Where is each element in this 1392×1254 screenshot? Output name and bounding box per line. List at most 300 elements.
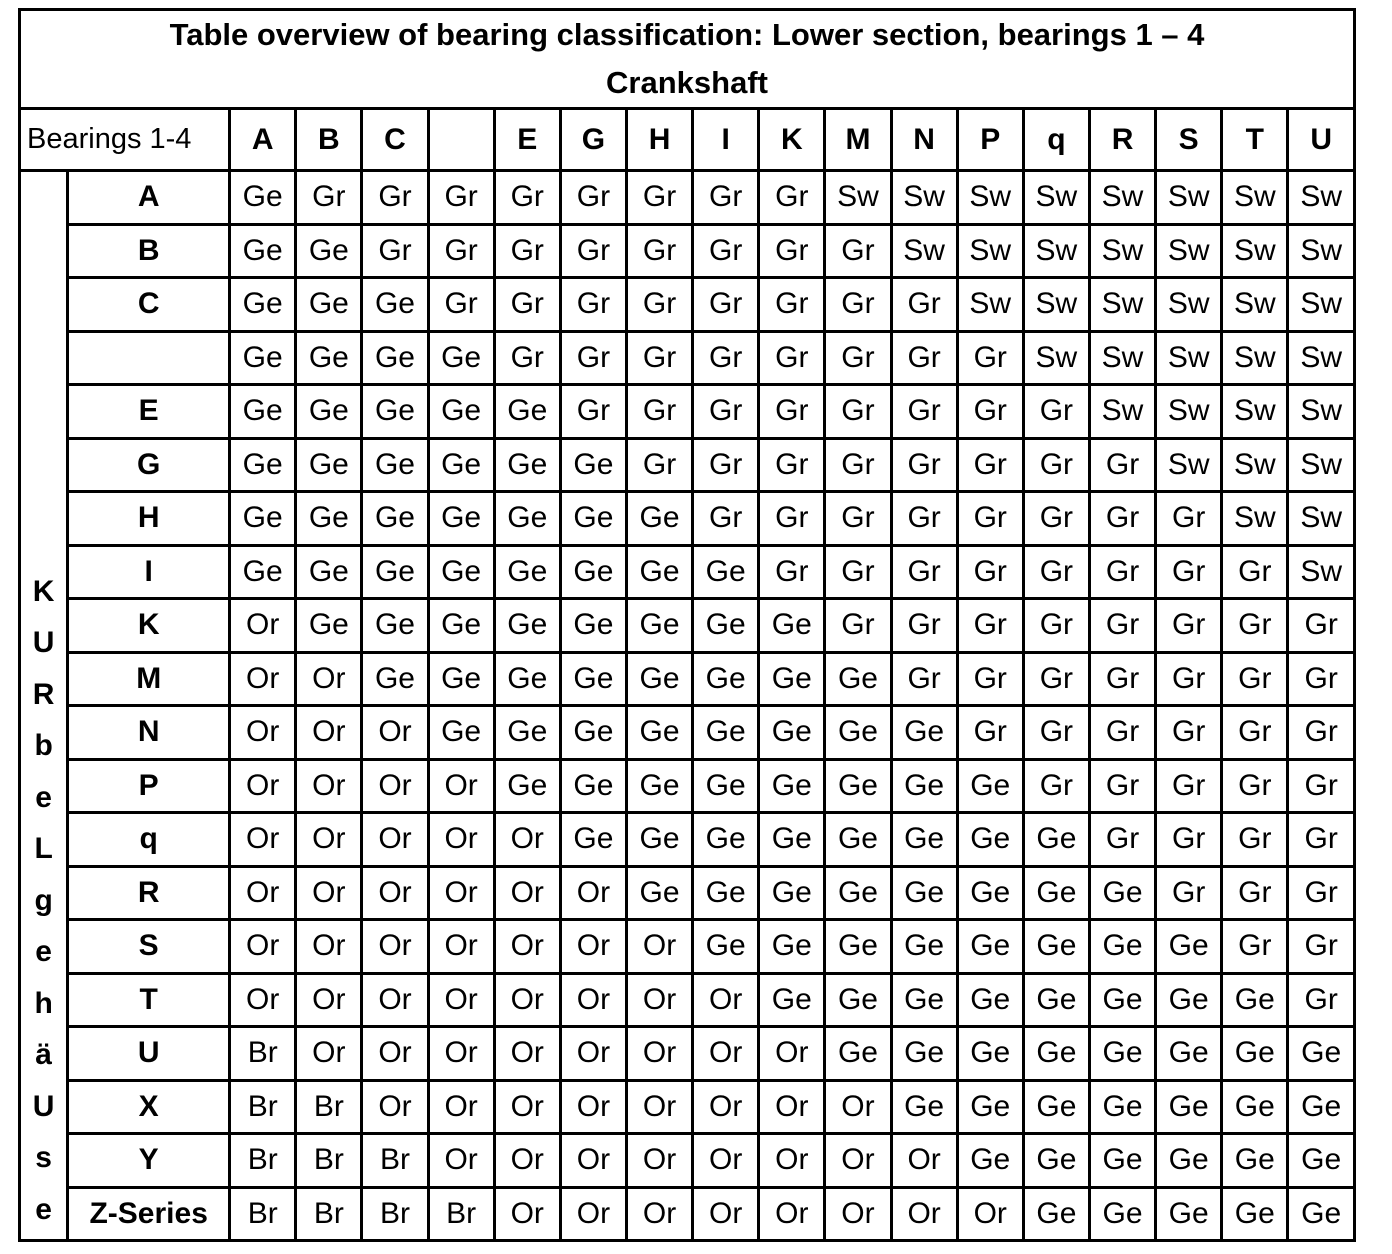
table-cell: Ge [626,599,692,653]
table-cell: Gr [693,492,759,546]
table-cell: Or [759,1134,825,1188]
table-cell: Sw [1089,385,1155,439]
table-cell: Gr [1156,652,1222,706]
table-cell: Ge [957,866,1023,920]
table-cell: Gr [693,171,759,225]
table-cell: Ge [759,759,825,813]
table-cell: Or [362,759,428,813]
table-cell: Gr [693,278,759,332]
table-cell: Ge [1156,1080,1222,1134]
table-cell: Gr [759,331,825,385]
table-cell: Or [296,652,362,706]
table-cell: Ge [891,813,957,867]
table-cell: Gr [825,331,891,385]
table-cell: Ge [626,759,692,813]
table-cell: Br [296,1080,362,1134]
table-cell: Gr [1222,866,1288,920]
table-cell: Gr [626,385,692,439]
table-cell: Sw [825,171,891,225]
table-cell: Ge [693,920,759,974]
table-cell: Sw [1089,278,1155,332]
table-cell: Gr [626,278,692,332]
column-header: R [1089,109,1155,171]
table-cell: Gr [957,438,1023,492]
table-cell: Ge [230,438,296,492]
table-cell: Sw [1288,331,1355,385]
table-cell: Or [296,706,362,760]
table-cell: Gr [494,331,560,385]
table-cell: Ge [494,438,560,492]
table-cell: Ge [1222,1027,1288,1081]
table-cell: Ge [1288,1080,1355,1134]
table-cell: Sw [1288,438,1355,492]
table-cell: Ge [1222,973,1288,1027]
table-cell: Gr [1023,438,1089,492]
table-cell: Ge [494,759,560,813]
table-cell: Gr [891,278,957,332]
table-cell: Ge [693,866,759,920]
side-label-letter: K [32,574,55,608]
table-row [20,1134,1355,1188]
table-cell: Ge [825,706,891,760]
table-cell: Ge [560,599,626,653]
table-cell: Ge [296,385,362,439]
table-cell: Ge [1222,1080,1288,1134]
table-cell: Ge [825,652,891,706]
table-cell: Gr [891,652,957,706]
table-cell: Sw [1156,331,1222,385]
table-cell: Or [296,866,362,920]
table-cell: Sw [957,224,1023,278]
table-row [20,492,1355,546]
table-cell: Ge [957,759,1023,813]
table-cell: Or [494,1027,560,1081]
row-header: E [68,385,230,439]
table-cell: Gr [1089,545,1155,599]
table-cell: Ge [759,973,825,1027]
table-cell: Or [230,759,296,813]
table-cell: Or [560,866,626,920]
table-cell: Or [560,920,626,974]
bearing-table-container [18,8,1356,1240]
table-row [20,759,1355,813]
table-cell: Ge [891,706,957,760]
table-cell: Gr [1089,813,1155,867]
table-cell: Gr [1089,599,1155,653]
table-cell: Sw [1023,331,1089,385]
table-cell: Gr [759,545,825,599]
table-cell: Ge [296,545,362,599]
table-cell: Gr [1222,920,1288,974]
side-label-letter: L [34,832,53,865]
table-cell: Gr [428,278,494,332]
row-header [68,331,230,385]
table-cell: Gr [560,331,626,385]
table-cell: Ge [362,278,428,332]
table-cell: Gr [1023,652,1089,706]
table-cell: Sw [1023,278,1089,332]
table-cell: Ge [560,492,626,546]
table-cell: Ge [891,1080,957,1134]
table-cell: Sw [1288,492,1355,546]
table-row [20,385,1355,439]
table-cell: Or [626,973,692,1027]
table-cell: Gr [494,224,560,278]
table-cell: Ge [362,492,428,546]
row-header: Z-Series [68,1187,230,1241]
table-cell: Ge [1288,1187,1355,1241]
table-cell: Or [693,1134,759,1188]
bearing-classification-table [18,8,1356,1242]
row-header: T [68,973,230,1027]
table-cell: Gr [891,438,957,492]
table-cell: Or [494,866,560,920]
table-cell: Ge [825,973,891,1027]
table-cell: Or [825,1134,891,1188]
table-cell: Br [230,1080,296,1134]
table-cell: Gr [891,545,957,599]
table-cell: Or [494,813,560,867]
table-cell: Or [626,1080,692,1134]
table-cell: Ge [428,385,494,439]
table-cell: Ge [891,1027,957,1081]
column-header: P [957,109,1023,171]
table-cell: Gr [1089,492,1155,546]
table-cell: Gr [825,492,891,546]
row-header: G [68,438,230,492]
table-cell: Ge [1156,1134,1222,1188]
table-cell: Or [428,1080,494,1134]
side-label-letter: e [35,1192,52,1226]
side-label-letter: U [32,1089,55,1123]
table-cell: Or [428,759,494,813]
table-cell: Gr [1023,492,1089,546]
table-cell: Ge [626,813,692,867]
table-cell: Sw [1023,224,1089,278]
column-header: C [362,109,428,171]
table-cell: Br [362,1187,428,1241]
table-title-line-2: Crankshaft [606,65,768,100]
table-cell: Ge [1089,1134,1155,1188]
table-cell: Gr [759,224,825,278]
table-cell: Ge [296,331,362,385]
table-cell: Sw [957,278,1023,332]
table-cell: Ge [494,599,560,653]
table-cell: Ge [1023,813,1089,867]
table-cell: Br [230,1187,296,1241]
table-cell: Ge [494,706,560,760]
row-header: H [68,492,230,546]
table-cell: Gr [1089,759,1155,813]
table-row [20,706,1355,760]
table-cell: Ge [1023,920,1089,974]
table-cell: Br [230,1134,296,1188]
table-cell: Sw [1222,385,1288,439]
table-cell: Gr [825,599,891,653]
table-cell: Gr [759,278,825,332]
table-cell: Gr [1288,652,1355,706]
table-cell: Ge [693,759,759,813]
table-cell: Gr [428,171,494,225]
table-cell: Ge [1089,1080,1155,1134]
table-cell: Or [428,1134,494,1188]
table-cell: Or [428,813,494,867]
table-cell: Sw [1156,224,1222,278]
table-cell: Ge [296,224,362,278]
table-cell: Ge [693,706,759,760]
table-cell: Gr [1288,920,1355,974]
table-cell: Ge [428,706,494,760]
table-cell: Ge [362,545,428,599]
table-cell: Or [957,1187,1023,1241]
table-cell: Ge [494,385,560,439]
table-row [20,1187,1355,1241]
table-cell: Ge [957,1080,1023,1134]
table-cell: Or [560,1027,626,1081]
table-cell: Sw [1089,224,1155,278]
table-cell: Ge [230,278,296,332]
table-cell: Gr [1222,599,1288,653]
table-cell: Ge [1089,1027,1155,1081]
table-cell: Or [693,1080,759,1134]
table-cell: Ge [494,492,560,546]
row-header: q [68,813,230,867]
table-cell: Gr [759,385,825,439]
table-cell: Or [494,920,560,974]
row-header: X [68,1080,230,1134]
table-cell: Sw [1222,224,1288,278]
corner-label: Bearings 1-4 [20,109,230,171]
table-cell: Or [230,813,296,867]
table-cell: Ge [428,545,494,599]
table-cell: Sw [1288,171,1355,225]
table-cell: Or [362,973,428,1027]
row-header: P [68,759,230,813]
table-cell: Or [362,813,428,867]
table-cell: Sw [1288,224,1355,278]
table-title-line-1: Table overview of bearing classification: Lower section, bearings 1 – 4 [169,17,1205,52]
table-cell: Ge [1089,866,1155,920]
table-cell: Gr [1222,759,1288,813]
table-cell: Ge [428,331,494,385]
table-cell: Br [362,1134,428,1188]
column-header: B [296,109,362,171]
table-cell: Ge [957,1027,1023,1081]
row-header: R [68,866,230,920]
table-cell: Br [230,1027,296,1081]
table-cell: Ge [1156,973,1222,1027]
table-cell: Or [693,973,759,1027]
table-cell: Gr [626,171,692,225]
table-cell: Ge [759,599,825,653]
column-header: M [825,109,891,171]
table-cell: Ge [1023,1187,1089,1241]
table-cell: Gr [891,599,957,653]
table-cell: Gr [1156,813,1222,867]
table-cell: Or [230,973,296,1027]
table-cell: Gr [693,331,759,385]
table-cell: Ge [759,652,825,706]
table-cell: Or [428,1027,494,1081]
table-cell: Ge [362,652,428,706]
table-cell: Ge [296,599,362,653]
table-cell: Gr [1023,385,1089,439]
table-row [20,278,1355,332]
table-cell: Ge [428,652,494,706]
table-row [20,171,1355,225]
table-cell: Ge [560,706,626,760]
table-cell: Or [230,920,296,974]
table-cell: Or [296,973,362,1027]
table-cell: Sw [1222,171,1288,225]
table-row [20,331,1355,385]
table-cell: Ge [296,278,362,332]
table-cell: Or [230,866,296,920]
table-cell: Sw [1222,331,1288,385]
row-header: A [68,171,230,225]
column-header: N [891,109,957,171]
row-header: C [68,278,230,332]
table-cell: Ge [957,973,1023,1027]
side-label-letter: h [34,986,53,1020]
table-cell: Ge [759,813,825,867]
table-cell: Or [494,973,560,1027]
table-cell: Ge [560,813,626,867]
table-cell: Gr [494,171,560,225]
table-cell: Ge [1089,920,1155,974]
table-cell: Ge [230,545,296,599]
table-cell: Or [494,1134,560,1188]
table-cell: Gr [693,224,759,278]
table-cell: Or [825,1080,891,1134]
table-cell: Gr [1288,706,1355,760]
table-cell: Or [693,1027,759,1081]
table-cell: Ge [1023,1027,1089,1081]
table-cell: Ge [296,438,362,492]
row-header: N [68,706,230,760]
table-row [20,438,1355,492]
side-label-letter: U [32,626,55,659]
table-cell: Br [428,1187,494,1241]
column-header: T [1222,109,1288,171]
table-cell: Gr [957,385,1023,439]
row-header: M [68,652,230,706]
table-cell: Or [825,1187,891,1241]
table-cell: Or [560,1187,626,1241]
side-label-letter: e [35,780,52,814]
table-cell: Gr [1156,599,1222,653]
table-cell: Or [560,1080,626,1134]
column-header [428,109,494,171]
table-cell: Ge [362,331,428,385]
table-cell: Gr [1222,706,1288,760]
column-header: q [1023,109,1089,171]
table-row [20,652,1355,706]
table-cell: Or [428,973,494,1027]
table-cell: Ge [626,866,692,920]
table-cell: Or [626,1134,692,1188]
table-cell: Ge [1222,1187,1288,1241]
row-header: S [68,920,230,974]
table-cell: Ge [825,759,891,813]
table-cell: Or [494,1080,560,1134]
table-cell: Sw [891,171,957,225]
table-row [20,224,1355,278]
table-cell: Or [362,920,428,974]
table-cell: Or [626,1187,692,1241]
table-cell: Or [230,706,296,760]
table-cell: Or [891,1187,957,1241]
table-cell: Gr [1288,759,1355,813]
table-cell: Gr [362,171,428,225]
table-cell: Ge [1089,1187,1155,1241]
side-label-letter: R [32,677,55,711]
table-row [20,1080,1355,1134]
table-cell: Sw [1222,278,1288,332]
table-cell: Or [759,1027,825,1081]
table-cell: Gr [1222,652,1288,706]
table-cell: Ge [891,920,957,974]
table-cell: Sw [1156,278,1222,332]
table-cell: Ge [693,813,759,867]
table-cell: Or [428,866,494,920]
table-cell: Gr [1222,545,1288,599]
table-cell: Ge [1222,1134,1288,1188]
table-cell: Sw [1156,171,1222,225]
column-header: E [494,109,560,171]
table-cell: Ge [296,492,362,546]
table-cell: Or [362,866,428,920]
table-cell: Ge [1023,866,1089,920]
table-cell: Gr [957,492,1023,546]
table-cell: Ge [428,492,494,546]
table-cell: Gr [626,438,692,492]
table-cell: Ge [957,920,1023,974]
table-row [20,545,1355,599]
table-row [20,599,1355,653]
table-cell: Gr [560,224,626,278]
table-row [20,973,1355,1027]
table-cell: Or [296,759,362,813]
table-cell: Ge [494,652,560,706]
table-cell: Ge [626,492,692,546]
table-row [20,866,1355,920]
table-cell: Gr [560,385,626,439]
table-cell: Gr [825,438,891,492]
side-label-letter: ä [35,1038,52,1071]
table-cell: Gr [428,224,494,278]
table-cell: Sw [1156,385,1222,439]
table-cell: Gr [1156,545,1222,599]
table-cell: Ge [693,599,759,653]
table-cell: Or [296,813,362,867]
table-cell: Gr [957,599,1023,653]
table-cell: Ge [1288,1027,1355,1081]
table-cell: Ge [1023,1080,1089,1134]
table-cell: Or [626,920,692,974]
side-label-letter: s [35,1141,52,1174]
table-cell: Gr [891,331,957,385]
row-header: U [68,1027,230,1081]
table-cell: Ge [759,706,825,760]
table-cell: Gr [560,171,626,225]
table-cell: Or [362,1080,428,1134]
table-cell: Ge [891,866,957,920]
table-cell: Or [428,920,494,974]
table-cell: Gr [1156,866,1222,920]
table-cell: Gr [1023,706,1089,760]
table-cell: Ge [825,1027,891,1081]
